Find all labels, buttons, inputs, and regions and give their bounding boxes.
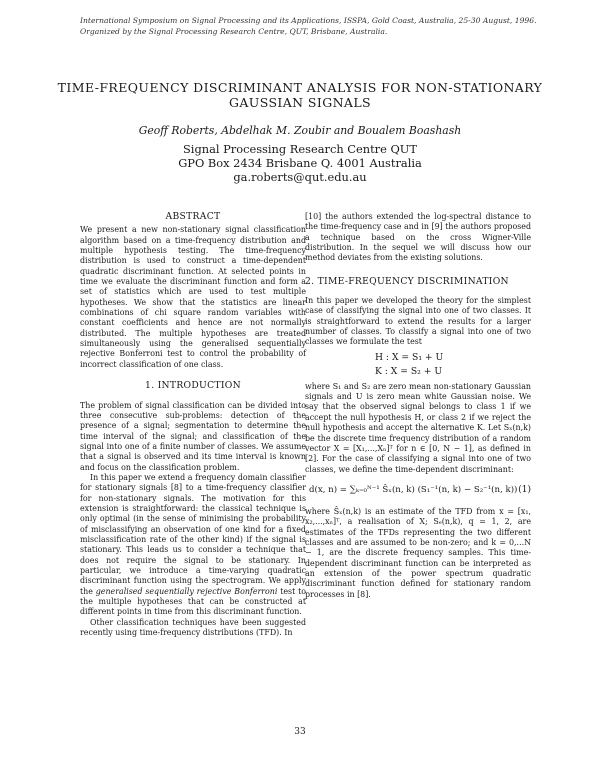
intro-paragraph-3: Other classification techniques have been suggested recently using time-frequency distributions (TFD). In: [80, 617, 306, 638]
intro-p2-text-a: In this paper we extend a frequency domain classifier for stationary signals [8] to a time-frequency classifier for non-stationary signals. The motivation for this extension is straightforward: the classical technique is only optimal (in the sense of minimising the probability of misclassifying an observation of one kind for a fixed misclassification rate of the other kind) if the signal is stationary. This leads us to consider a technique that does not require the signal to be stationary. In particular, we introduce a time-varying quadratic discriminant function using the spectrogram. We apply the: [80, 472, 306, 596]
abstract-heading: ABSTRACT: [165, 211, 221, 222]
introduction-heading: 1. INTRODUCTION: [145, 380, 241, 392]
intro-paragraph-1: The problem of signal classification can be divided into three consecutive sub-problems: detection of the presence of a signal; segmentation to determine the time interval of the signal; and classification of the signal into one of a finite number of classes. We assume that a signal is observed and its time interval is known and focus on the classification problem.: [80, 400, 306, 472]
section2-paragraph-2: where S₁ and S₂ are zero mean non-stationary Gaussian signals and U is zero mean white Gaussian noise. We say that the observed signal belongs to class 1 if we accept the null hypothesis H, or class 2 if we reject the null hypothesis and accept the alternative K. Let Sₓ(n,k) be the discrete time frequency distribution of a random vector X = [X₁,...,Xₙ]ᵀ for n ∈ [0, N − 1], as defined in [2]. For the case of classifying a signal into one of two classes, we define the time-dependent discriminant:: [305, 381, 531, 474]
section2-heading: 2. TIME-FREQUENCY DISCRIMINATION: [305, 275, 509, 287]
discriminant-equation-block: [305, 475, 531, 507]
intro-paragraph-2: [80, 473, 306, 618]
equation-k: K : X = S₂ + U: [375, 365, 443, 377]
affiliation-email: ga.roberts@qut.edu.au: [233, 170, 367, 185]
affiliation-line2: GPO Box 2434 Brisbane Q. 4001 Australia: [178, 156, 422, 171]
section2-paragraph-3: where Ŝₓ(n,k) is an estimate of the TFD from x = [x₁, x₂,...,xₙ]ᵀ, a realisation of X; Sₑ(n,k), q = 1, 2, are estimates of the TFDs representing the two different classes and are assumed to be non-zero; and k = 0,...N − 1, are the discrete frequency samples. This time-dependent discriminant function can be interpreted as an extension of the power spectrum quadratic discriminant function defined for stationary random processes in [8].: [305, 506, 531, 599]
affiliation-line1: Signal Processing Research Centre QUT: [183, 142, 417, 156]
intro-p2-emphasis: generalised sequentially rejective Bonferroni: [95, 586, 278, 596]
conference-header-line2: Organized by the Signal Processing Research Centre, QUT, Brisbane, Australia.: [80, 27, 388, 36]
section2-paragraph-1: In this paper we developed the theory for the simplest case of classifying the signal into one of two classes. It is straightforward to extend the results for a larger number of classes. To classify a signal into one of two classes we formulate the test: [305, 296, 531, 347]
title-line1: TIME-FREQUENCY DISCRIMINANT ANALYSIS FOR NON-STATIONARY: [57, 80, 543, 95]
right-paragraph-0: [10] the authors extended the log-spectral distance to the time-frequency case and in [9] the authors proposed a technique based on the cross Wigner-Ville distribution. In the sequel we will discuss how our method deviates from the existing solutions.: [305, 212, 531, 263]
equation-h: H : X = S₁ + U: [375, 351, 444, 363]
equation-number: (1): [518, 484, 531, 495]
affiliation: [40, 142, 560, 185]
conference-header-line1: International Symposium on Signal Processing and its Applications, ISSPA, Gold Coast, Australia, 25-30 August, 1996.: [80, 16, 537, 25]
left-column: [80, 212, 306, 638]
title-line2: GAUSSIAN SIGNALS: [228, 95, 372, 110]
intro-p2-text-b: test to the multiple hypotheses that can be constructed at different points in time from this discriminant function.: [80, 586, 307, 617]
abstract-body: We present a new non-stationary signal classification algorithm based on a time-frequency distribution and multiple hypothesis testing. The time-frequency distribution is used to construct a time-dependent quadratic discriminant function. At selected points in time we evaluate the discriminant function and form a set of statistics which are used to test multiple hypotheses. We show that the statistics are linear combinations of chi square random variables with constant coefficients and hence are not normally distributed. The multiple hypotheses are treated simultaneously using the generalised sequentially rejective Bonferroni test to control the probability of incorrect classification of one class.: [80, 225, 306, 369]
paper-title: [40, 80, 560, 110]
right-column: [305, 212, 531, 600]
page-number: 33: [294, 727, 306, 737]
hypothesis-equations: [305, 348, 531, 382]
authors: Geoff Roberts, Abdelhak M. Zoubir and Boualem Boashash: [138, 124, 462, 137]
discriminant-equation: d(x, n) = ∑ₖ₌₀ᴺ⁻¹ Ŝₓ(n, k) (S₁⁻¹(n, k) − S₂⁻¹(n, k)): [309, 484, 518, 495]
